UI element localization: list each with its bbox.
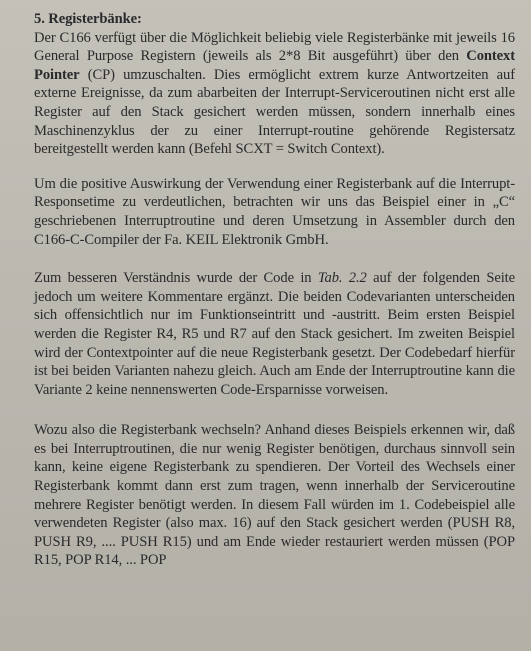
section-heading: 5. Registerbänke: [34,11,142,27]
paragraph-text: (CP) umzuschalten. Dies ermöglicht extrem kurze Antwortzeiten auf externe Ereignisse, da zum abarbeiten der Interrupt-Serviceroutinen nicht erst alle Register auf den Stack gesichert werden müssen, sondern innerhalb eines Maschinenzyklus der zu einer Interrupt-routine gehörende Registersatz bereitgestellt werden kann (Befehl SCXT = Switch Context). [34,66,515,158]
paragraph-interrupt-example: Um die positive Auswirkung der Verwendung einer Registerbank auf die Interrupt-Responsetime zu verdeutlichen, betrachten wir uns das Beispiel einer in „C“ geschriebenen Interruptroutine und deren Umsetzung in Assembler durch den C166-C-Compiler der Fa. KEIL Elektronik GmbH. [34,175,515,248]
paragraph-text: Der C166 verfügt über die Möglichkeit beliebig viele Registerbänke mit jeweils 16 General Purpose Registern (jeweils als 2*8 Bit ausgeführt) über den [34,29,515,65]
paragraph-gap [34,249,515,269]
paragraph-gap [34,399,515,421]
paragraph-code-comparison [34,269,515,399]
paragraph-why-switch-bank: Wozu also die Registerbank wechseln? Anhand dieses Beispiels erkennen wir, daß es bei Interruptroutinen, die nur wenig Register benötigen, durchaus sinnvoll sein kann, keine eigene Registerbank zu spendieren. Der Vorteil des Wechsels einer Registerbank kommt dann erst zum tragen, wenn innerhalb der Serviceroutine mehrere Register benötigt werden. In diesem Fall würden im 1. Codebeispiel alle verwendeten Register (also max. 16) auf den Stack gesichert werden (PUSH R8, PUSH R9, .... PUSH R15) und am Ende wieder restauriert werden müssen (POP R15, POP R14, ... POP [34,422,515,569]
paragraph-gap [34,159,515,175]
paragraph-text: auf der folgenden Seite jedoch um weitere Kommentare ergänzt. Die beiden Codevarianten unterscheiden sich offensichtlich nur im Funktionseintritt und -austritt. Beim ersten Beispiel werden die Register R4, R5 und R7 auf den Stack gesichert. Im zweiten Beispiel wird der Contextpointer auf die neue Registerbank gesetzt. Der Codebedarf hierfür ist bei beiden Varianten nahezu gleich. Auch am Ende der Interruptroutine kann die Variante 2 keine nennenswerten Code-Ersparnisse vorweisen. [34,270,515,398]
table-reference: Tab. 2.2 [317,270,367,287]
paragraph-register-banks [34,29,515,159]
bold-term-context-pointer: Context Pointer [34,48,515,83]
paragraph-text: Zum besseren Verständnis wurde der Code in [34,270,318,287]
